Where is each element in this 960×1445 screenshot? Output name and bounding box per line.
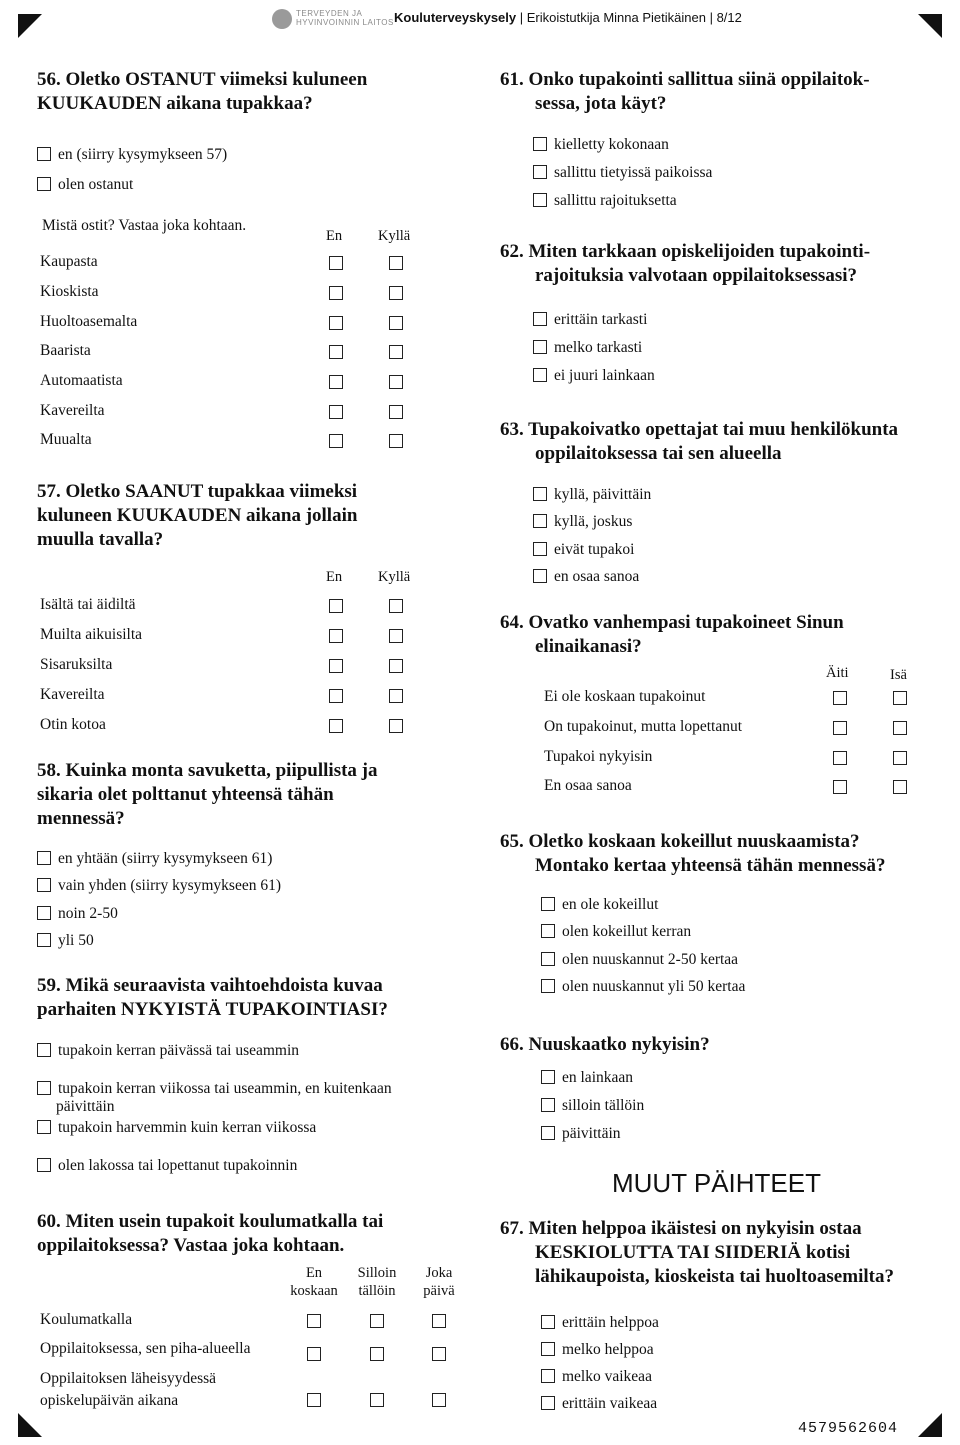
q67-option-4[interactable]: erittäin vaikeaa xyxy=(541,1395,657,1413)
q57-row3-en-checkbox[interactable] xyxy=(329,659,343,673)
q57-row5-en-checkbox[interactable] xyxy=(329,719,343,733)
q57-row-label: Kavereilta xyxy=(40,686,105,703)
q57-row2-en-checkbox[interactable] xyxy=(329,629,343,643)
q58-option-1[interactable]: en yhtään (siirry kysymykseen 61) xyxy=(37,850,272,868)
checkbox[interactable] xyxy=(533,340,547,354)
q63-option-4[interactable]: en osaa sanoa xyxy=(533,568,639,586)
q60-row3-never-checkbox[interactable] xyxy=(307,1393,321,1407)
checkbox[interactable] xyxy=(533,569,547,583)
q58-option-3[interactable]: noin 2-50 xyxy=(37,905,118,923)
q58-title: 58. Kuinka monta savuketta, piipullista ja sikaria olet polttanut yhteensä tähän mennessä? xyxy=(37,760,378,829)
q60-row3-daily-checkbox[interactable] xyxy=(432,1393,446,1407)
corner-mark-top-right xyxy=(918,14,942,38)
q65-option-3[interactable]: olen nuuskannut 2-50 kertaa xyxy=(541,951,738,969)
q62-option-2[interactable]: melko tarkasti xyxy=(533,339,642,357)
checkbox[interactable] xyxy=(37,1158,51,1172)
q63-title: 63. Tupakoivatko opettajat tai muu henkilökunta oppilaitoksessa tai sen alueella xyxy=(500,419,899,464)
q56-row2-en-checkbox[interactable] xyxy=(329,286,343,300)
q56-row4-en-checkbox[interactable] xyxy=(329,345,343,359)
q56-row-label: Kioskista xyxy=(40,283,99,300)
header-title: Kouluterveyskysely | Erikoistutkija Minna Pietikäinen | 8/12 xyxy=(394,10,742,25)
q56-row-label: Kaupasta xyxy=(40,253,98,270)
q56-row-label: Huoltoasemalta xyxy=(40,313,138,330)
q56-option-1[interactable]: en (siirry kysymykseen 57) xyxy=(37,146,227,164)
q57-row5-kylla-checkbox[interactable] xyxy=(389,719,403,733)
q56-col-kylla: Kyllä xyxy=(378,228,411,244)
checkbox[interactable] xyxy=(541,897,555,911)
checkbox[interactable] xyxy=(37,1120,51,1134)
q57-row2-kylla-checkbox[interactable] xyxy=(389,629,403,643)
corner-mark-bottom-left xyxy=(18,1413,42,1437)
q64-row3-father-checkbox[interactable] xyxy=(893,751,907,765)
q56-instruction: Mistä ostit? Vastaa joka kohtaan. xyxy=(42,217,247,234)
checkbox[interactable] xyxy=(541,1315,555,1329)
q58-option-2[interactable]: vain yhden (siirry kysymykseen 61) xyxy=(37,877,281,895)
corner-mark-top-left xyxy=(18,14,42,38)
checkbox[interactable] xyxy=(533,165,547,179)
q56-row-label: Kavereilta xyxy=(40,402,105,419)
q60-row1-sometimes-checkbox[interactable] xyxy=(370,1314,384,1328)
checkbox[interactable] xyxy=(533,542,547,556)
checkbox[interactable] xyxy=(541,924,555,938)
q60-row2-daily-checkbox[interactable] xyxy=(432,1347,446,1361)
q60-row1-daily-checkbox[interactable] xyxy=(432,1314,446,1328)
q65-option-2[interactable]: olen kokeillut kerran xyxy=(541,923,691,941)
q63-option-3[interactable]: eivät tupakoi xyxy=(533,541,635,559)
q60-row-label: Oppilaitoksen läheisyydessä opiskelupäivän aikana xyxy=(40,1370,217,1409)
checkbox[interactable] xyxy=(541,1396,555,1410)
q56-row6-en-checkbox[interactable] xyxy=(329,405,343,419)
q62-option-1[interactable]: erittäin tarkasti xyxy=(533,311,647,329)
q57-col-en: En xyxy=(326,569,343,585)
checkbox[interactable] xyxy=(37,177,51,191)
q66-option-1[interactable]: en lainkaan xyxy=(541,1069,633,1087)
q56-row1-en-checkbox[interactable] xyxy=(329,256,343,270)
checkbox[interactable] xyxy=(533,487,547,501)
q57-row1-en-checkbox[interactable] xyxy=(329,599,343,613)
q59-option-3[interactable]: tupakoin harvemmin kuin kerran viikossa xyxy=(37,1119,316,1137)
q57-row4-kylla-checkbox[interactable] xyxy=(389,689,403,703)
author: Erikoistutkija Minna Pietikäinen xyxy=(526,10,706,25)
q66-option-3[interactable]: päivittäin xyxy=(541,1125,621,1143)
q64-row-label: Tupakoi nykyisin xyxy=(544,748,653,765)
q66-option-2[interactable]: silloin tällöin xyxy=(541,1097,644,1115)
q56-row-label: Automaatista xyxy=(40,372,123,389)
checkbox[interactable] xyxy=(533,193,547,207)
checkbox[interactable] xyxy=(37,878,51,892)
q61-option-1[interactable]: kielletty kokonaan xyxy=(533,136,669,154)
q56-row3-kylla-checkbox[interactable] xyxy=(389,316,403,330)
q62-option-3[interactable]: ei juuri lainkaan xyxy=(533,367,655,385)
q56-row3-en-checkbox[interactable] xyxy=(329,316,343,330)
q65-title: 65. Oletko koskaan kokeillut nuuskaamista? Montako kertaa yhteensä tähän mennessä? xyxy=(500,831,886,876)
q58-option-4[interactable]: yli 50 xyxy=(37,932,94,950)
checkbox[interactable] xyxy=(541,1126,555,1140)
q60-row3-sometimes-checkbox[interactable] xyxy=(370,1393,384,1407)
q64-row-label: On tupakoinut, mutta lopettanut xyxy=(544,718,743,735)
q64-row2-mother-checkbox[interactable] xyxy=(833,721,847,735)
q56-row-label: Muualta xyxy=(40,431,92,448)
q56-row6-kylla-checkbox[interactable] xyxy=(389,405,403,419)
q56-col-en: En xyxy=(326,228,343,244)
q56-row2-kylla-checkbox[interactable] xyxy=(389,286,403,300)
survey-name: Kouluterveyskysely xyxy=(394,10,517,25)
q64-col-mother: Äiti xyxy=(826,665,849,681)
q65-option-1[interactable]: en ole kokeillut xyxy=(541,896,658,914)
q64-row2-father-checkbox[interactable] xyxy=(893,721,907,735)
q61-option-2[interactable]: sallittu tietyissä paikoissa xyxy=(533,164,712,182)
corner-mark-bottom-right xyxy=(918,1413,942,1437)
q64-row3-mother-checkbox[interactable] xyxy=(833,751,847,765)
q57-row-label: Otin kotoa xyxy=(40,716,106,733)
q56-row-label: Baarista xyxy=(40,342,91,359)
checkbox[interactable] xyxy=(541,979,555,993)
q57-row-label: Muilta aikuisilta xyxy=(40,626,143,643)
q57-row1-kylla-checkbox[interactable] xyxy=(389,599,403,613)
q56-option-2[interactable]: olen ostanut xyxy=(37,176,133,194)
q57-row-label: Isältä tai äidiltä xyxy=(40,596,136,613)
q60-row2-never-checkbox[interactable] xyxy=(307,1347,321,1361)
q57-row-label: Sisaruksilta xyxy=(40,656,113,673)
q64-row1-father-checkbox[interactable] xyxy=(893,691,907,705)
q60-row2-sometimes-checkbox[interactable] xyxy=(370,1347,384,1361)
checkbox[interactable] xyxy=(37,906,51,920)
checkbox[interactable] xyxy=(533,368,547,382)
q62-title: 62. Miten tarkkaan opiskelijoiden tupakointi- rajoituksia valvotaan oppilaitoksessasi? xyxy=(500,241,871,286)
thl-logo-icon xyxy=(272,9,292,29)
q61-title: 61. Onko tupakointi sallittua siinä oppilaitok- sessa, jota käyt? xyxy=(500,69,870,114)
q59-title: 59. Mikä seuraavista vaihtoehdoista kuvaa parhaiten NYKYISTÄ TUPAKOINTIASI? xyxy=(37,975,388,1020)
q64-row4-mother-checkbox[interactable] xyxy=(833,780,847,794)
checkbox[interactable] xyxy=(541,1342,555,1356)
checkbox[interactable] xyxy=(533,312,547,326)
checkbox[interactable] xyxy=(37,1043,51,1057)
checkbox[interactable] xyxy=(533,514,547,528)
q56-row5-kylla-checkbox[interactable] xyxy=(389,375,403,389)
q60-col-sometimes: Silloin tällöin xyxy=(357,1265,397,1299)
q57-row4-en-checkbox[interactable] xyxy=(329,689,343,703)
q67-option-1[interactable]: erittäin helppoa xyxy=(541,1314,659,1332)
q66-title: 66. Nuuskaatko nykyisin? xyxy=(500,1034,710,1055)
q60-col-never: En koskaan xyxy=(290,1265,338,1299)
q67-title: 67. Miten helppoa ikäistesi on nykyisin ostaa KESKIOLUTTA TAI SIIDERIÄ kotisi lähikaupoista, kioskeista tai huoltoasemilta? xyxy=(500,1218,894,1287)
q56-row4-kylla-checkbox[interactable] xyxy=(389,345,403,359)
section-heading-other-substances: MUUT PÄIHTEET xyxy=(612,1168,821,1198)
q64-row-label: Ei ole koskaan tupakoinut xyxy=(544,688,706,705)
checkbox[interactable] xyxy=(37,147,51,161)
q65-option-4[interactable]: olen nuuskannut yli 50 kertaa xyxy=(541,978,745,996)
q67-option-2[interactable]: melko helppoa xyxy=(541,1341,654,1359)
checkbox[interactable] xyxy=(541,1070,555,1084)
q56-row7-kylla-checkbox[interactable] xyxy=(389,434,403,448)
q61-option-3[interactable]: sallittu rajoituksetta xyxy=(533,192,677,210)
q57-title: 57. Oletko SAANUT tupakkaa viimeksi kuluneen KUUKAUDEN aikana jollain muulla tavalla? xyxy=(37,481,358,550)
q57-col-kylla: Kyllä xyxy=(378,569,411,585)
q64-row1-mother-checkbox[interactable] xyxy=(833,691,847,705)
q59-option-2[interactable]: tupakoin kerran viikossa tai useammin, en kuitenkaan xyxy=(37,1080,392,1098)
checkbox[interactable] xyxy=(37,933,51,947)
checkbox[interactable] xyxy=(37,851,51,865)
q64-col-father: Isä xyxy=(890,667,907,683)
q60-title: 60. Miten usein tupakoit koulumatkalla tai oppilaitoksessa? Vastaa joka kohtaan. xyxy=(37,1211,384,1256)
q60-row-label: Koulumatkalla xyxy=(40,1311,133,1328)
q57-row3-kylla-checkbox[interactable] xyxy=(389,659,403,673)
q59-option-2-continued: päivittäin xyxy=(56,1098,115,1115)
q56-row7-en-checkbox[interactable] xyxy=(329,434,343,448)
q56-title: 56. Oletko OSTANUT viimeksi kuluneen KUUKAUDEN aikana tupakkaa? xyxy=(37,69,368,114)
checkbox[interactable] xyxy=(541,1369,555,1383)
q60-row-label: Oppilaitoksessa, sen piha-alueella xyxy=(40,1340,251,1357)
checkbox[interactable] xyxy=(541,952,555,966)
q60-row1-never-checkbox[interactable] xyxy=(307,1314,321,1328)
q63-option-2[interactable]: kyllä, joskus xyxy=(533,513,632,531)
q56-row1-kylla-checkbox[interactable] xyxy=(389,256,403,270)
q64-row-label: En osaa sanoa xyxy=(544,777,632,794)
checkbox[interactable] xyxy=(533,137,547,151)
form-id-code: 4579562604 xyxy=(798,1420,899,1437)
q64-title: 64. Ovatko vanhempasi tupakoineet Sinun elinaikanasi? xyxy=(500,612,844,657)
q59-option-4[interactable]: olen lakossa tai lopettanut tupakoinnin xyxy=(37,1157,297,1175)
q63-option-1[interactable]: kyllä, päivittäin xyxy=(533,486,651,504)
q59-option-1[interactable]: tupakoin kerran päivässä tai useammin xyxy=(37,1042,299,1060)
q56-row5-en-checkbox[interactable] xyxy=(329,375,343,389)
q60-col-daily: Joka päivä xyxy=(423,1265,455,1299)
q64-row4-father-checkbox[interactable] xyxy=(893,780,907,794)
q67-option-3[interactable]: melko vaikeaa xyxy=(541,1368,652,1386)
thl-logo-text: TERVEYDEN JA HYVINVOINNIN LAITOS xyxy=(296,9,394,27)
page-number: 8/12 xyxy=(716,10,742,25)
checkbox[interactable] xyxy=(37,1081,51,1095)
checkbox[interactable] xyxy=(541,1098,555,1112)
